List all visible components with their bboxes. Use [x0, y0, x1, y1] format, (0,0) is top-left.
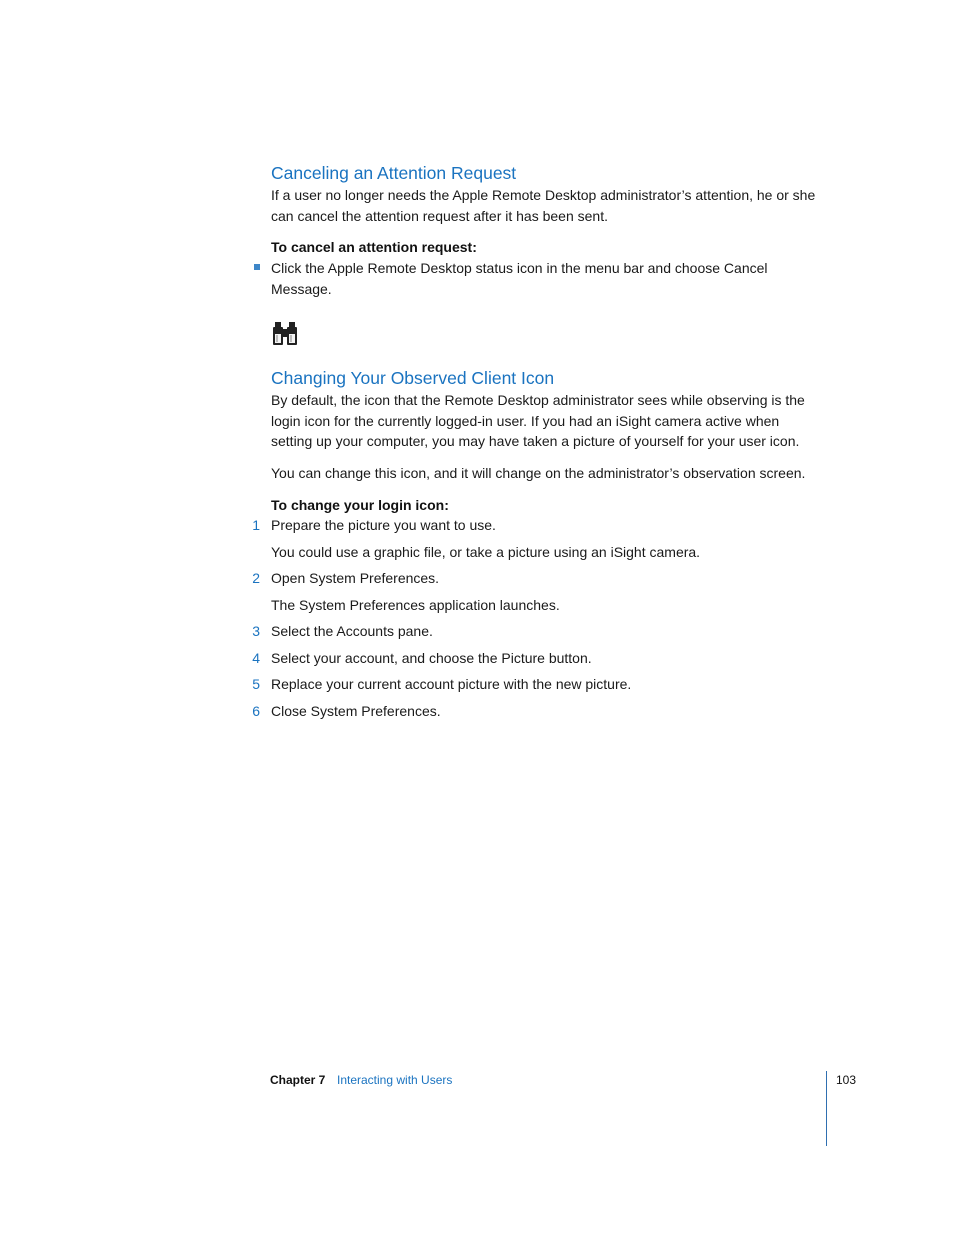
bullet-item-cancel: Click the Apple Remote Desktop status icon in the menu bar and choose Cancel Message. — [271, 260, 768, 297]
step-number: 6 — [252, 703, 260, 719]
step-text: Replace your current account picture with the new picture. — [271, 676, 632, 692]
step-number: 3 — [252, 623, 260, 639]
step-number: 4 — [252, 650, 260, 666]
task-lead-change-icon: To change your login icon: — [271, 497, 449, 513]
step-note: You could use a graphic file, or take a picture using an iSight camera. — [271, 544, 701, 560]
step-text: Close System Preferences. — [271, 703, 441, 719]
binoculars-icon — [271, 320, 299, 348]
step-text: Select the Accounts pane. — [271, 623, 433, 639]
section-intro-canceling: If a user no longer needs the Apple Remote Desktop administrator’s attention, he or she can cancel the attention request after it has been sent. — [271, 187, 816, 224]
step-note: The System Preferences application launches. — [271, 597, 560, 613]
page-number: 103 — [836, 1073, 857, 1087]
footer-divider — [826, 1071, 827, 1146]
section-para-changing: You can change this icon, and it will change on the administrator’s observation screen. — [271, 465, 806, 481]
footer-chapter-title: Interacting with Users — [337, 1073, 453, 1087]
section-heading-canceling: Canceling an Attention Request — [271, 163, 517, 183]
task-lead-cancel: To cancel an attention request: — [271, 239, 477, 255]
step-number: 1 — [252, 517, 260, 533]
step-text: Prepare the picture you want to use. — [271, 517, 496, 533]
footer-chapter-label: Chapter 7 — [270, 1073, 326, 1087]
section-heading-changing: Changing Your Observed Client Icon — [271, 368, 555, 388]
step-number: 2 — [252, 570, 260, 586]
step-text: Select your account, and choose the Picture button. — [271, 650, 592, 666]
section-intro-changing: By default, the icon that the Remote Desktop administrator sees while observing is the login icon for the currently logged-in user. If you had an iSight camera active when setting up your computer, you may have taken a picture of yourself for your user icon. — [271, 392, 805, 449]
bullet-marker — [254, 264, 260, 270]
step-number: 5 — [252, 676, 260, 692]
step-text: Open System Preferences. — [271, 570, 440, 586]
